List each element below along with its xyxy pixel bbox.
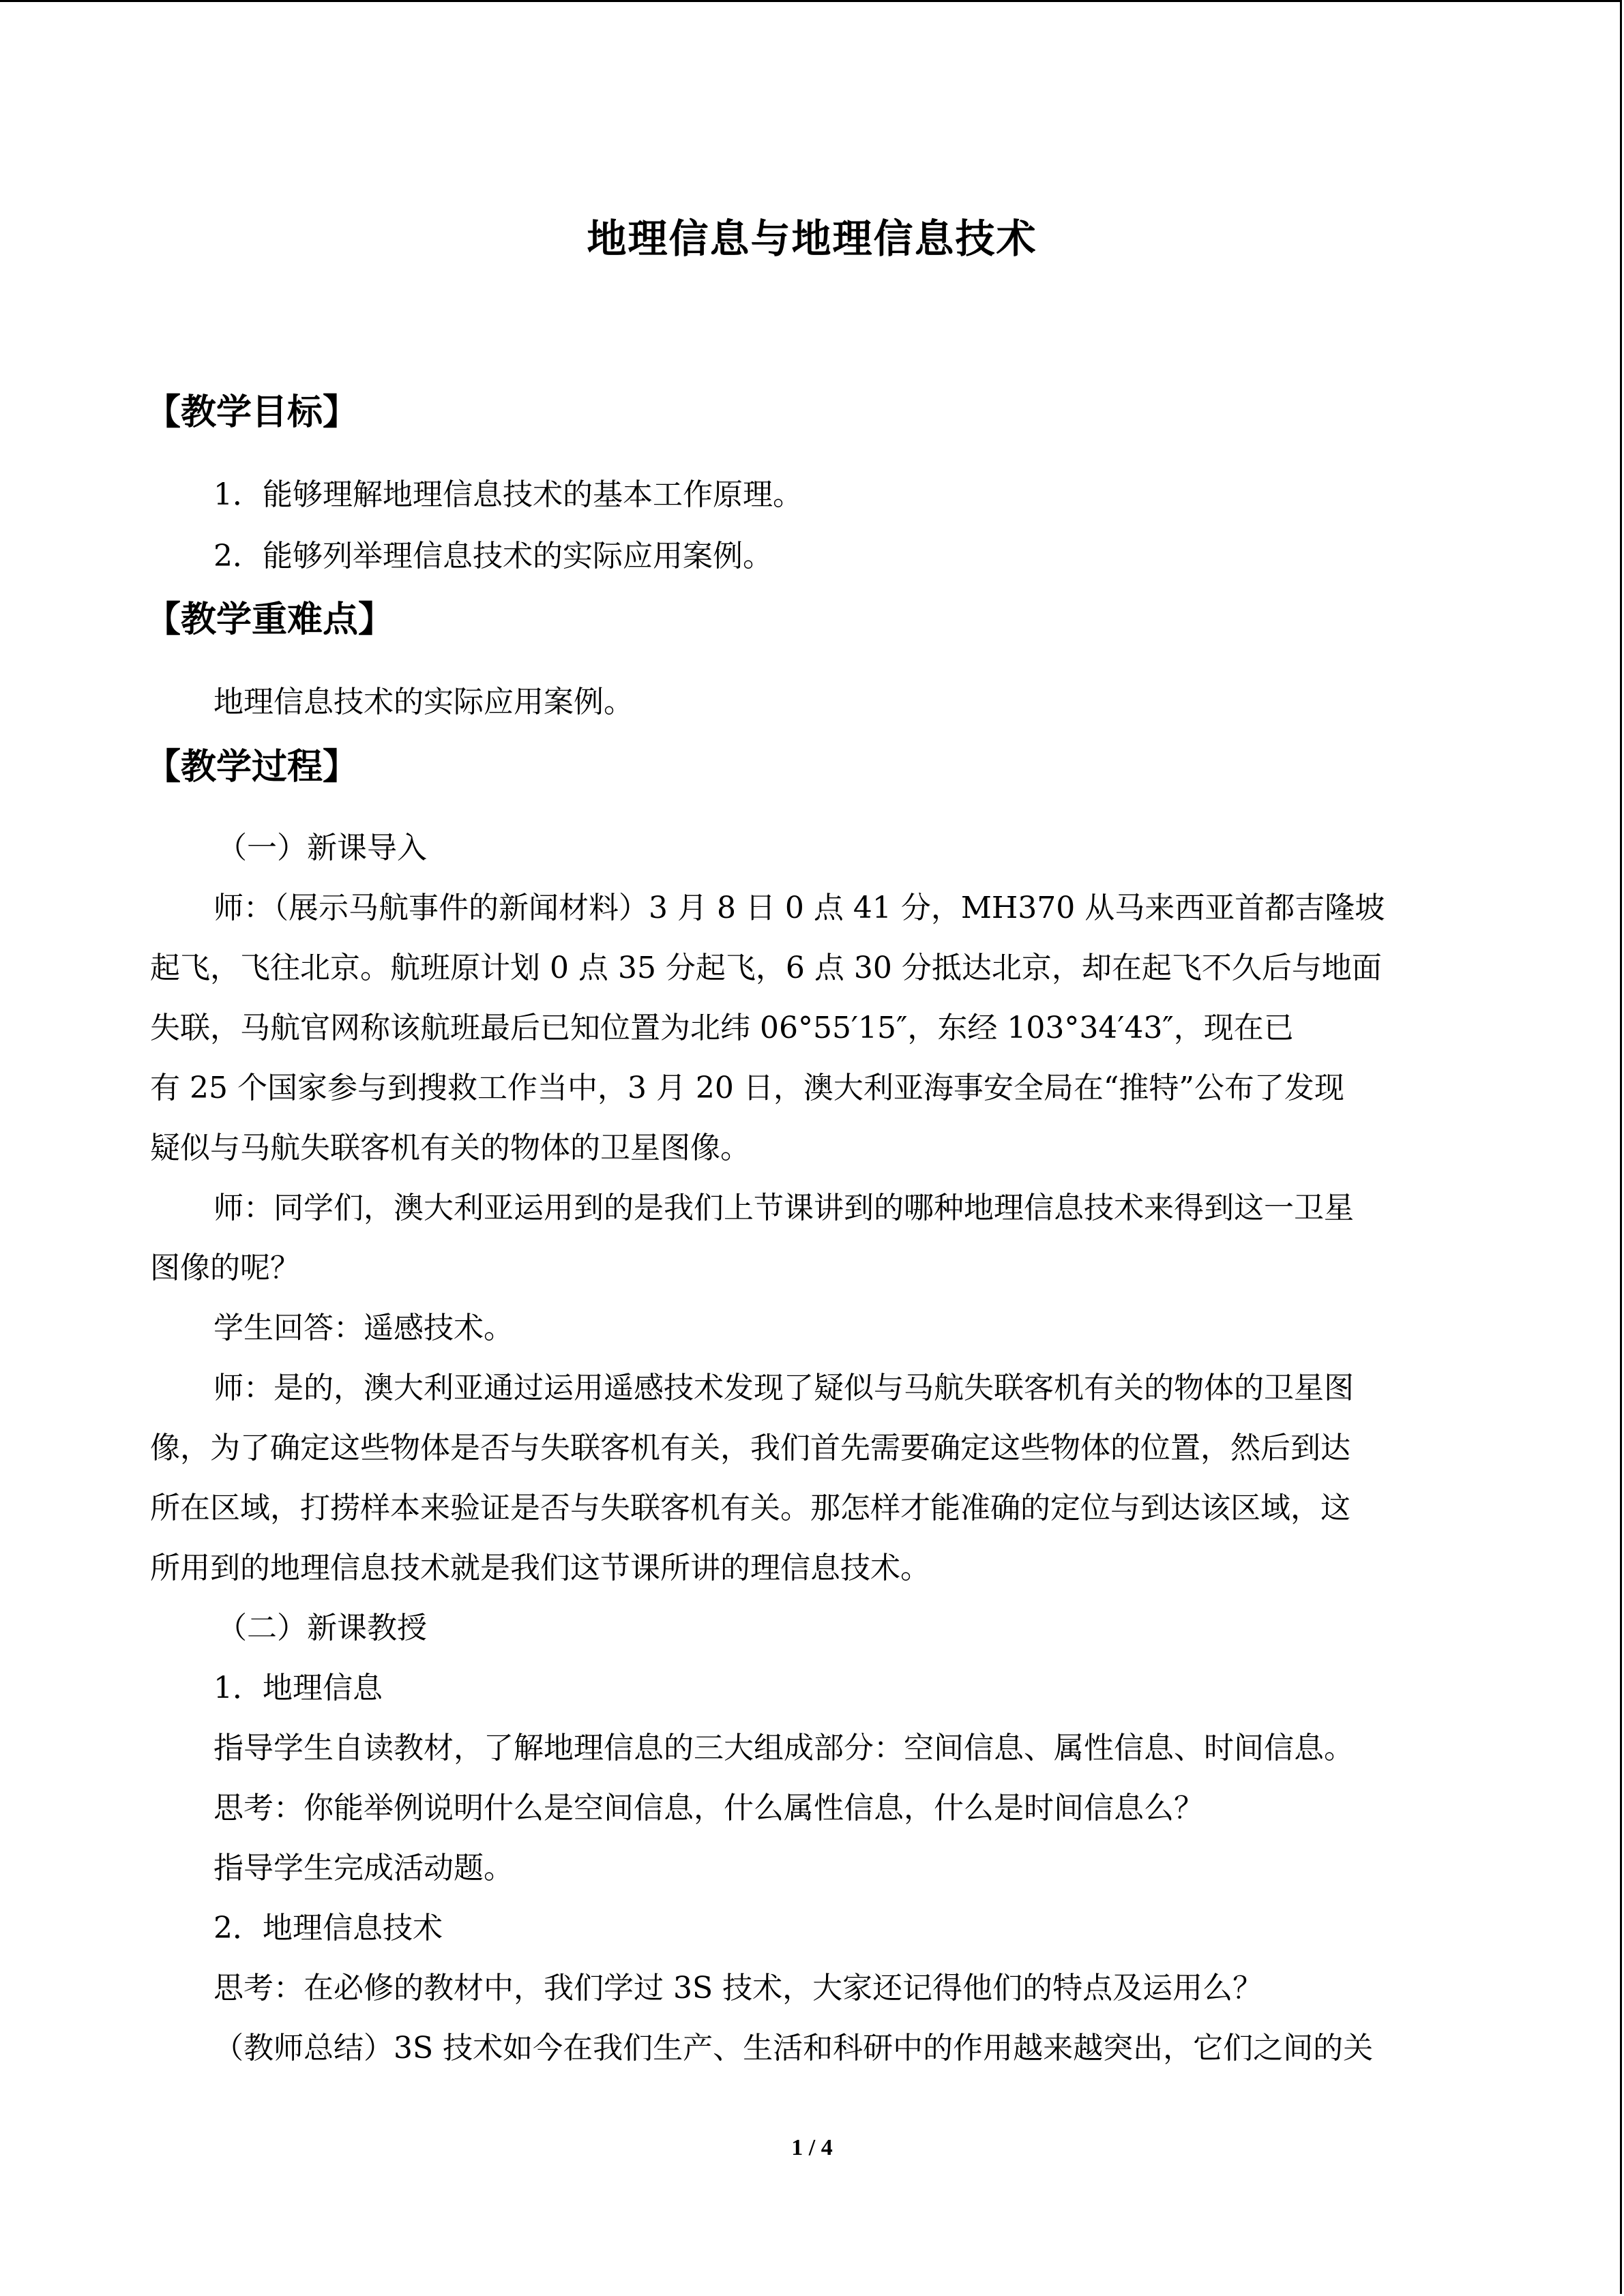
paragraph-line: 指导学生自读教材，了解地理信息的三大组成部分：空间信息、属性信息、时间信息。 xyxy=(213,1731,1354,1765)
paragraph-line: 师：（展示马航事件的新闻材料）3 月 8 日 0 点 41 分，MH370 从马来西亚首都吉隆坡 xyxy=(213,891,1385,925)
heading-goals: 【教学目标】 xyxy=(145,391,359,433)
paragraph-line: 所在区域，打捞样本来验证是否与失联客机有关。那怎样才能准确的定位与到达该区域，这 xyxy=(150,1491,1350,1525)
paragraph-line: 像，为了确定这些物体是否与失联客机有关，我们首先需要确定这些物体的位置，然后到达 xyxy=(150,1431,1350,1465)
paragraph-line: 所用到的地理信息技术就是我们这节课所讲的理信息技术。 xyxy=(150,1551,930,1585)
goal-item-2: 2．能够列举理信息技术的实际应用案例。 xyxy=(213,539,773,573)
page-number: 1 / 4 xyxy=(791,2135,833,2160)
paragraph-line: 思考：在必修的教材中，我们学过 3S 技术，大家还记得他们的特点及运用么？ xyxy=(213,1971,1263,2006)
paragraph-line: （教师总结）3S 技术如今在我们生产、生活和科研中的作用越来越突出，它们之间的关 xyxy=(213,2031,1374,2066)
paragraph-line: 师：同学们，澳大利亚运用到的是我们上节课讲到的哪种地理信息技术来得到这一卫星 xyxy=(213,1191,1354,1225)
paragraph-line: 思考：你能举例说明什么是空间信息，什么属性信息，什么是时间信息么？ xyxy=(213,1791,1204,1825)
subsection-teaching: （二）新课教授 xyxy=(217,1611,427,1645)
subsection-intro: （一）新课导入 xyxy=(217,831,427,865)
numbered-heading: 1．地理信息 xyxy=(213,1671,383,1705)
paragraph-line: 图像的呢？ xyxy=(150,1251,300,1285)
goal-item-1: 1．能够理解地理信息技术的基本工作原理。 xyxy=(213,477,803,512)
paragraph-line: 学生回答：遥感技术。 xyxy=(213,1311,514,1345)
key-points-text: 地理信息技术的实际应用案例。 xyxy=(213,685,634,719)
paragraph-line: 起飞，飞往北京。航班原计划 0 点 35 分起飞，6 点 30 分抵达北京，却在起飞不久后与地面 xyxy=(150,951,1382,985)
paragraph-line: 师：是的，澳大利亚通过运用遥感技术发现了疑似与马航失联客机有关的物体的卫星图 xyxy=(213,1371,1354,1405)
paragraph-line: 指导学生完成活动题。 xyxy=(213,1851,514,1885)
document-title: 地理信息与地理信息技术 xyxy=(587,215,1037,262)
numbered-heading: 2．地理信息技术 xyxy=(213,1911,443,1945)
paragraph-line: 有 25 个国家参与到搜救工作当中，3 月 20 日，澳大利亚海事安全局在“推特”公布了发现 xyxy=(150,1071,1344,1105)
paragraph-line: 失联，马航官网称该航班最后已知位置为北纬 06°55′15″，东经 103°34′43″，现在已 xyxy=(150,1011,1294,1045)
heading-process: 【教学过程】 xyxy=(145,746,359,788)
heading-key-points: 【教学重难点】 xyxy=(145,599,394,640)
paragraph-line: 疑似与马航失联客机有关的物体的卫星图像。 xyxy=(150,1131,750,1165)
